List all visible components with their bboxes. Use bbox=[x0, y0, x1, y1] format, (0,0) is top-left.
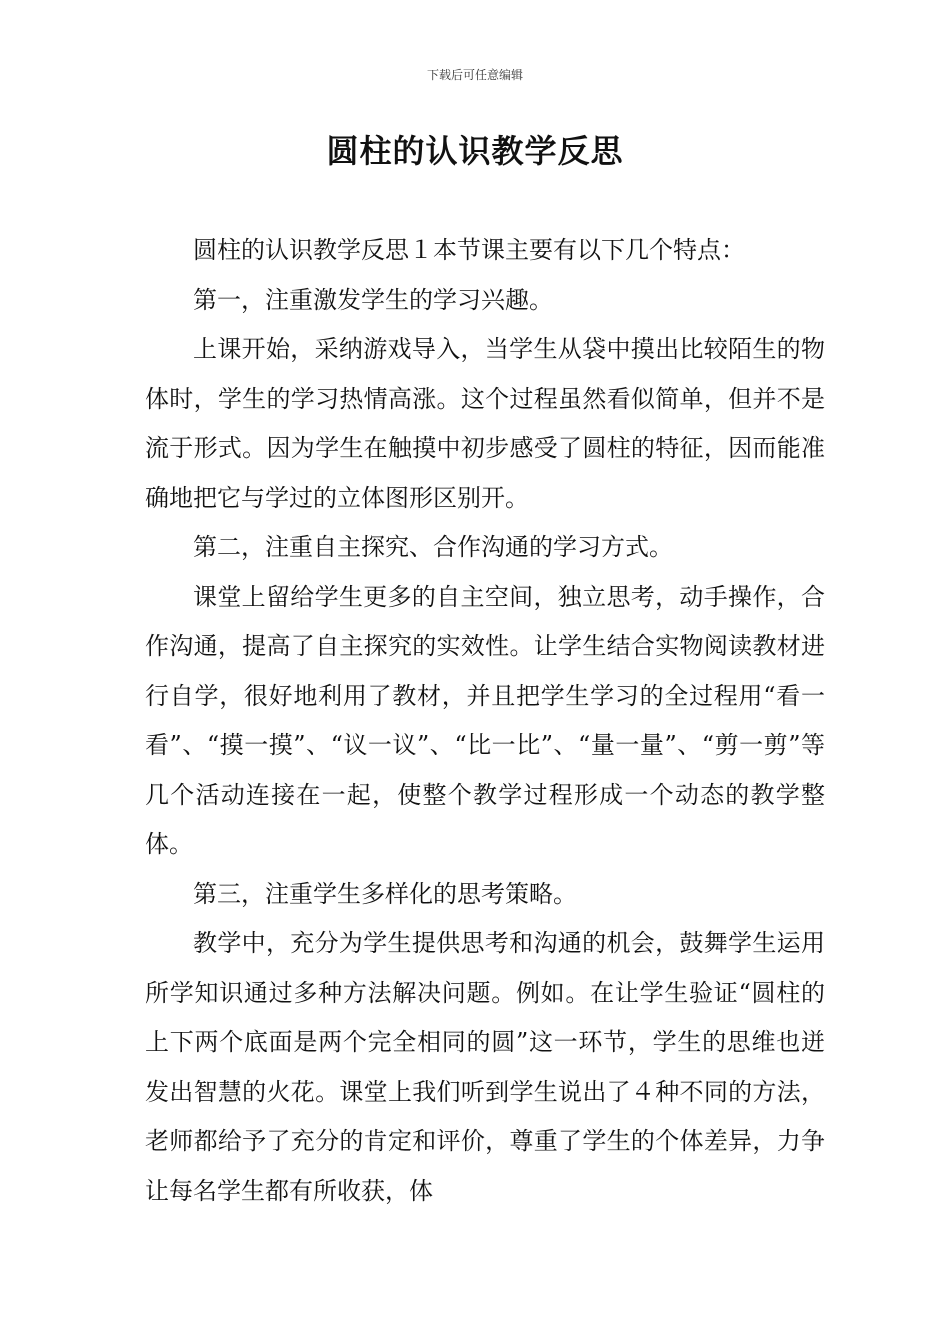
paragraph: 圆柱的认识教学反思１本节课主要有以下几个特点： bbox=[193, 236, 745, 264]
paragraph: 课堂上留给学生更多的自主空间，独立思考，动手操作，合作沟通，提高了自主探究的实效性。让学生结合实物阅读教材进行自学，很好地利用了教材，并且把学生学习的全过程用“看一看”、“摸一摸”、“议一议”、“比一比”、“量一量”、“剪一剪”等几个活动连接在一起，使整个教学过程形成一个动态的教学整体。 bbox=[145, 582, 825, 858]
paragraph: 第三，注重学生多样化的思考策略。 bbox=[193, 879, 577, 908]
paragraph: 上课开始，采纳游戏导入，当学生从袋中摸出比较陌生的物体时，学生的学习热情高涨。这个过程虽然看似简单，但并不是流于形式。因为学生在触摸中初步感受了圆柱的特征，因而能准确地把它与学过的立体图形区别开。 bbox=[145, 335, 825, 512]
header-note: 下载后可任意编辑 bbox=[426, 68, 523, 82]
paragraph: 第一，注重激发学生的学习兴趣。 bbox=[193, 285, 553, 314]
document-title: 圆柱的认识教学反思 bbox=[326, 132, 624, 170]
document-body bbox=[145, 226, 825, 1216]
paragraph: 第二，注重自主探究、合作沟通的学习方式。 bbox=[193, 533, 673, 561]
paragraph: 教学中，充分为学生提供思考和沟通的机会，鼓舞学生运用所学知识通过多种方法解决问题。例如。在让学生验证“圆柱的上下两个底面是两个完全相同的圆”这一环节，学生的思维也迸发出智慧的火花。课堂上我们听到学生说出了４种不同的方法，老师都给予了充分的肯定和评价，尊重了学生的个体差异，力争让每名学生都有所收获，体 bbox=[145, 929, 825, 1205]
